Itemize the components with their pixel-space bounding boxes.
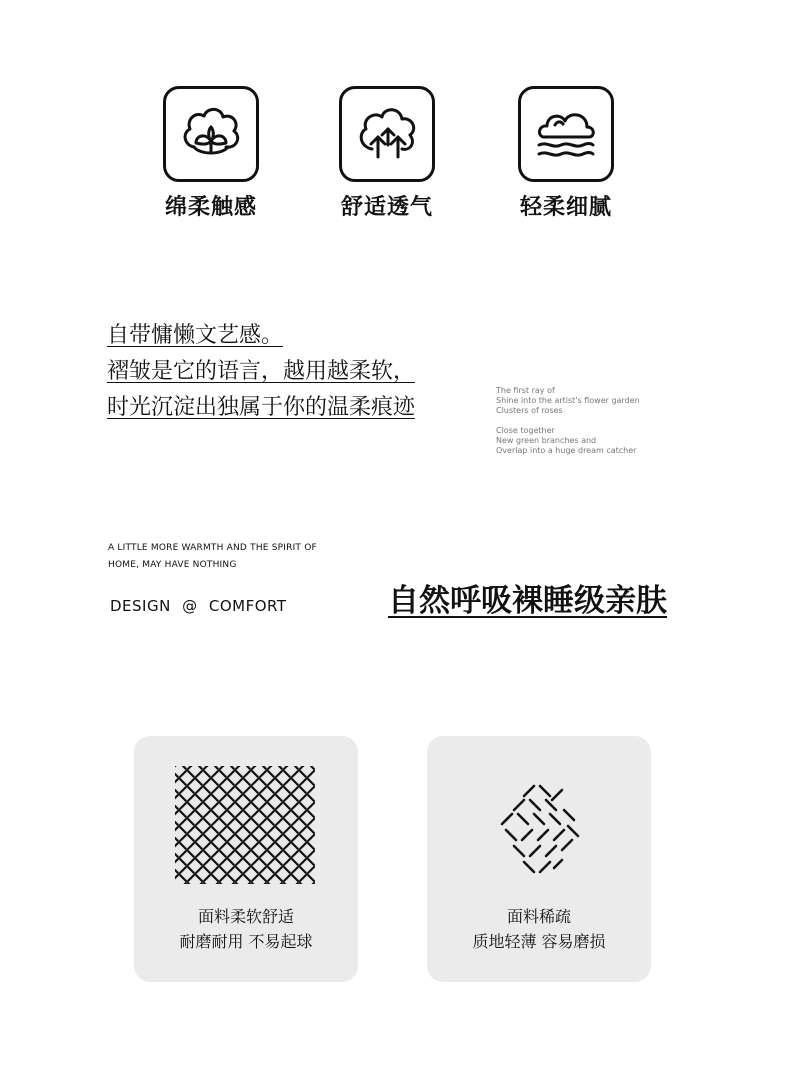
poem-line: Clusters of roses [496, 406, 563, 415]
poem-line: The first ray of [496, 386, 555, 395]
poem-line: Close together [496, 426, 555, 435]
feature-label: 舒适透气 [340, 195, 433, 220]
feature-gentle [486, 86, 646, 221]
fabric-card-sparse [427, 736, 651, 982]
feature-soft-touch [131, 86, 291, 221]
card-text [427, 904, 651, 954]
card-line: 质地轻薄 容易磨损 [472, 932, 606, 951]
headline: 自然呼吸裸睡级亲肤 [388, 583, 667, 619]
cloud-wave-icon [518, 86, 614, 182]
tagline-line: HOME, MAY HAVE NOTHING [108, 560, 237, 570]
poem-line: Overlap into a huge dream catcher [496, 446, 637, 455]
card-line: 面料稀疏 [506, 907, 571, 926]
feature-label: 绵柔触感 [164, 195, 257, 220]
cotton-icon [163, 86, 259, 182]
quote-block [107, 318, 415, 426]
poem-line: Shine into the artist's flower garden [496, 396, 640, 405]
tagline-english [108, 540, 317, 574]
sparse-weave-icon [494, 782, 584, 882]
poem-line: New green branches and [496, 436, 597, 445]
poem-block [496, 386, 640, 456]
card-text [134, 904, 358, 954]
quote-line: 褶皱是它的语言，越用越柔软， [107, 359, 416, 384]
comfort-word: COMFORT [208, 597, 287, 615]
design-comfort [110, 597, 293, 615]
quote-line: 时光沉淀出独属于你的温柔痕迹 [107, 395, 416, 420]
dense-weave-icon [171, 762, 321, 892]
feature-breathable [307, 86, 467, 221]
tagline-line: A LITTLE MORE WARMTH AND THE SPIRIT OF [108, 543, 317, 553]
at-symbol: @ [182, 597, 198, 615]
feature-label: 轻柔细腻 [519, 195, 612, 220]
design-word: DESIGN [110, 597, 171, 615]
card-line: 耐磨耐用 不易起球 [179, 932, 313, 951]
quote-line: 自带慵懒文艺感。 [107, 323, 284, 348]
fabric-card-dense [134, 736, 358, 982]
breathable-tree-icon [339, 86, 435, 182]
card-line: 面料柔软舒适 [197, 907, 294, 926]
